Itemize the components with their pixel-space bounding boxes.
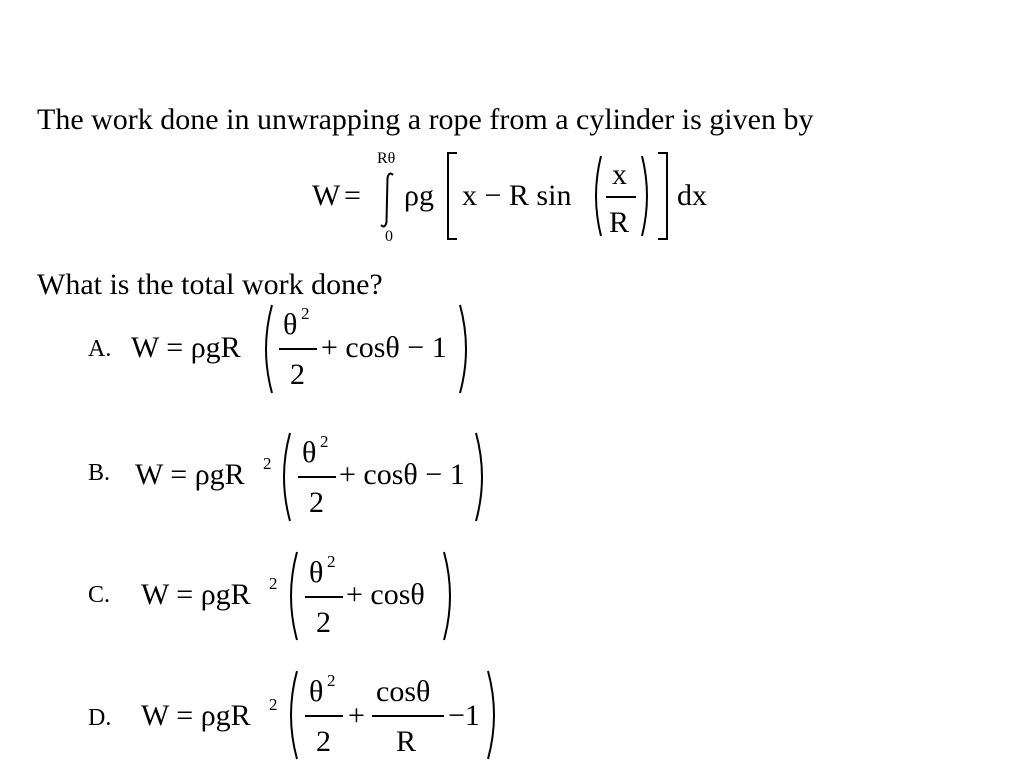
- option-label: A.: [88, 336, 112, 362]
- option-label: D.: [88, 705, 112, 731]
- fraction-denominator: 2: [309, 486, 324, 519]
- integral-sign-icon: [376, 170, 398, 230]
- plus-sign: +: [348, 699, 365, 732]
- fraction-bar: [606, 196, 636, 198]
- option-tail: −1: [448, 699, 480, 732]
- left-paren-icon: [283, 669, 299, 761]
- fraction-denominator: 2: [316, 606, 331, 639]
- left-paren-icon: [283, 550, 299, 642]
- integral-lhs: W: [312, 179, 341, 212]
- left-paren-icon: [258, 303, 274, 395]
- theta-numerator: θ: [283, 308, 298, 341]
- theta-numerator: θ: [309, 675, 324, 708]
- integrand-prefix: ρg: [404, 179, 434, 212]
- option-tail: + cosθ − 1: [321, 331, 447, 364]
- option-exponent: 2: [263, 454, 272, 473]
- integral-differential: dx: [677, 179, 707, 212]
- question-prompt: What is the total work done?: [37, 268, 383, 301]
- integral-upper-limit: Rθ: [377, 150, 396, 167]
- fraction-bar: [305, 596, 343, 598]
- option-tail: + cosθ − 1: [339, 458, 465, 491]
- fraction-bar: [279, 348, 317, 350]
- right-paren-icon: [640, 154, 654, 238]
- question-intro: The work done in unwrapping a rope from a cylinder is given by: [37, 103, 814, 136]
- option-lhs: W = ρgR: [141, 699, 251, 732]
- integral-equals: =: [344, 179, 361, 212]
- right-square-bracket-icon: [656, 151, 670, 241]
- integral-lower-limit: 0: [385, 228, 393, 245]
- left-paren-icon: [276, 431, 292, 523]
- bracket-content: x − R sin: [462, 179, 572, 212]
- fraction-bar: [305, 715, 343, 717]
- option-label: B.: [88, 460, 111, 486]
- option-lhs: W = ρgR: [135, 458, 245, 491]
- theta-numerator: θ: [309, 556, 324, 589]
- option-exponent: 2: [269, 695, 278, 714]
- r-denominator: R: [396, 725, 417, 758]
- theta-numerator: θ: [302, 436, 317, 469]
- theta-exponent: 2: [320, 432, 329, 451]
- left-paren-icon: [589, 154, 603, 238]
- fraction-denominator: 2: [316, 725, 331, 758]
- option-tail: + cosθ: [346, 578, 425, 611]
- option-label: C.: [88, 582, 111, 608]
- fraction-bar: [372, 715, 444, 717]
- theta-exponent: 2: [327, 552, 336, 571]
- theta-exponent: 2: [301, 304, 310, 323]
- theta-exponent: 2: [327, 671, 336, 690]
- fraction-bar: [298, 476, 336, 478]
- option-exponent: 2: [269, 574, 278, 593]
- right-paren-icon: [442, 550, 458, 642]
- option-lhs: W = ρgR: [141, 578, 251, 611]
- cos-numerator: cosθ: [376, 675, 431, 708]
- right-paren-icon: [474, 431, 490, 523]
- option-lhs: W = ρgR: [131, 331, 241, 364]
- fraction-denominator: 2: [290, 358, 305, 391]
- right-paren-icon: [486, 669, 502, 761]
- fraction-numerator: x: [612, 158, 627, 191]
- fraction-denominator: R: [609, 206, 630, 239]
- right-paren-icon: [458, 303, 474, 395]
- left-square-bracket-icon: [445, 151, 459, 241]
